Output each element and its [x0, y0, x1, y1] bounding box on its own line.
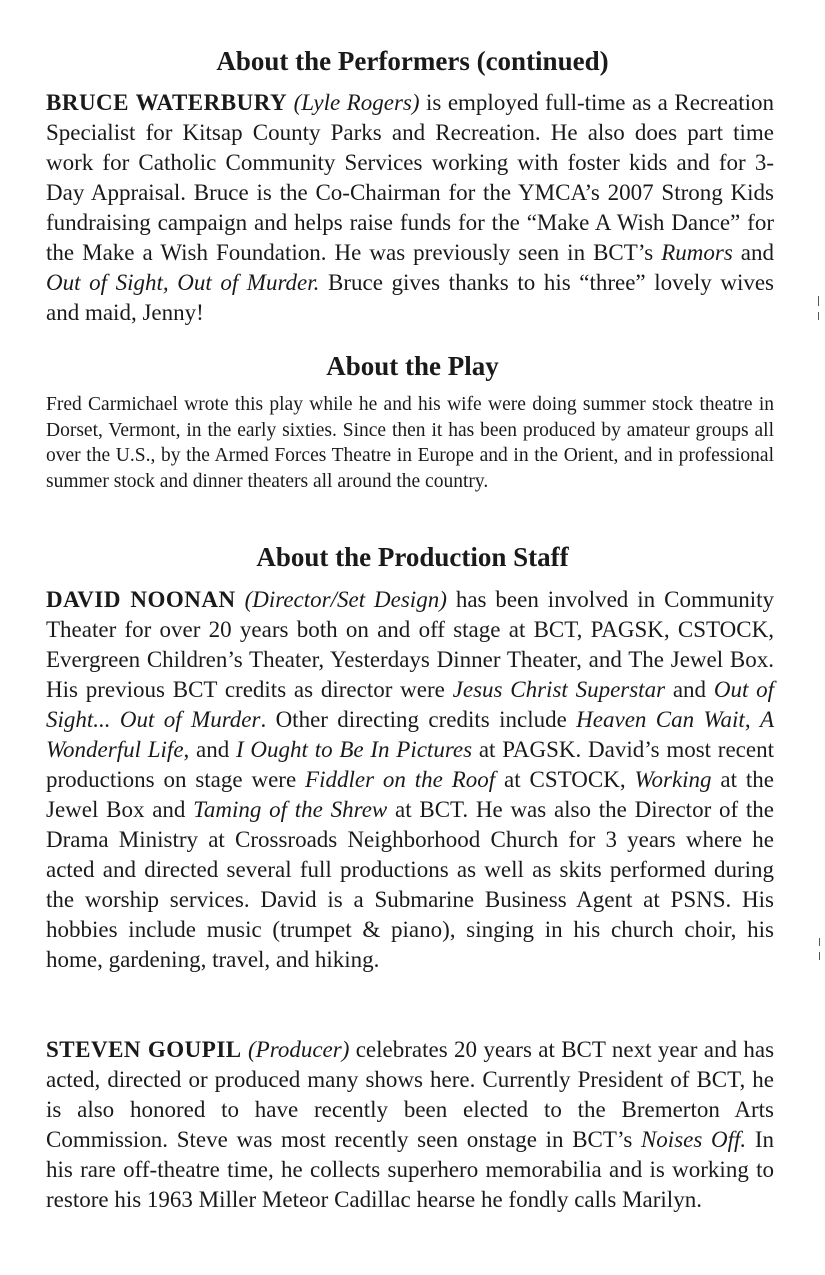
scan-mark [818, 312, 819, 320]
bio-text: at BCT. He was also the Director of the Drama Ministry at Crossroads Neighborhood Church for 3 years where he acted and directed several full productions as well as skits performed during the worship services. David is a Submarine Business Agent at PSNS. His hobbies include music (trumpet & piano), singing in his church choir, his home, gardening, travel, and hiking. [46, 797, 774, 972]
show-title: Out of Sight... Out of Murder [46, 677, 775, 732]
show-title: Noises Off. [640, 1127, 747, 1152]
scan-mark [819, 938, 820, 946]
performer-name: BRUCE WATERBURY [46, 90, 288, 115]
show-title: Heaven Can Wait [576, 707, 745, 732]
bruce-waterbury-bio [46, 88, 774, 328]
show-title: Working [634, 767, 712, 792]
bio-text: . Other directing credits include [260, 707, 577, 732]
bio-text: , [744, 707, 760, 732]
bio-text: Bruce gives thanks to his “three” lovely wives and maid, Jenny! [46, 270, 774, 325]
bio-text: , and [183, 737, 237, 762]
show-title: Rumors [661, 240, 733, 265]
staff-role: (Director/Set Design) [244, 587, 447, 612]
performer-role: (Lyle Rogers) [293, 90, 420, 115]
steven-goupil-bio [46, 1035, 774, 1215]
staff-name: DAVID NOONAN [46, 587, 236, 612]
david-noonan-bio [46, 585, 774, 975]
show-title: Taming of the Shrew [193, 797, 388, 822]
bio-text: is employed full-time as a Recreation Specialist for Kitsap County Parks and Recreation. He also does part time work for Catholic Community Services working with foster kids and for 3-Day Appraisal. Bruce is the Co-Chairman for the YMCA’s 2007 Strong Kids fundraising campaign and helps raise funds for the “Make A Wish Dance” for the Make a Wish Foundation. He was previously seen in BCT’s [46, 90, 774, 265]
show-title: Jesus Christ Superstar [452, 677, 666, 702]
performers-heading: About the Performers (continued) [216, 46, 609, 76]
show-title: I Ought to Be In Pictures [236, 737, 473, 762]
bio-text: In his rare off-theatre time, he collects superhero memorabilia and is working to restore his 1963 Miller Meteor Cadillac hearse he fondly calls Marilyn. [46, 1127, 774, 1212]
scan-mark [818, 296, 819, 306]
bio-text: at PAGSK. David’s most recent productions on stage were [46, 737, 774, 792]
play-heading: About the Play [326, 351, 499, 381]
bio-text: at the Jewel Box and [46, 767, 774, 822]
bio-text: and [732, 240, 774, 265]
bio-text: and [665, 677, 714, 702]
bio-text: at CSTOCK, [495, 767, 635, 792]
staff-role: (Producer) [248, 1037, 350, 1062]
show-title: Out of Sight, Out of Murder. [46, 270, 320, 295]
staff-name: STEVEN GOUPIL [46, 1037, 242, 1062]
play-description: Fred Carmichael wrote this play while he and his wife were doing summer stock theatre in Dorset, Vermont, in the early sixties. Since then it has been produced by amateur groups all over the U.S., by the Armed Forces Theatre in Europe and in the Orient, and in professional summer stock and dinner theaters all around the country. [46, 394, 774, 492]
scan-mark [819, 952, 820, 960]
bio-text: celebrates 20 years at BCT next year and has acted, directed or produced many shows here. Currently President of BCT, he is also honored to have recently been elected to the Bremerton Arts Commission. Steve was most recently seen onstage in BCT’s [46, 1037, 775, 1152]
show-title: Fiddler on the Roof [305, 767, 496, 792]
bio-text: has been involved in Community Theater for over 20 years both on and off stage at BCT, PAGSK, CSTOCK, Evergreen Children’s Theater, Yesterdays Dinner Theater, and The Jewel Box. His previous BCT credits as director were [46, 587, 775, 702]
staff-heading: About the Production Staff [256, 542, 569, 572]
show-title: A Wonderful Life [46, 707, 775, 762]
